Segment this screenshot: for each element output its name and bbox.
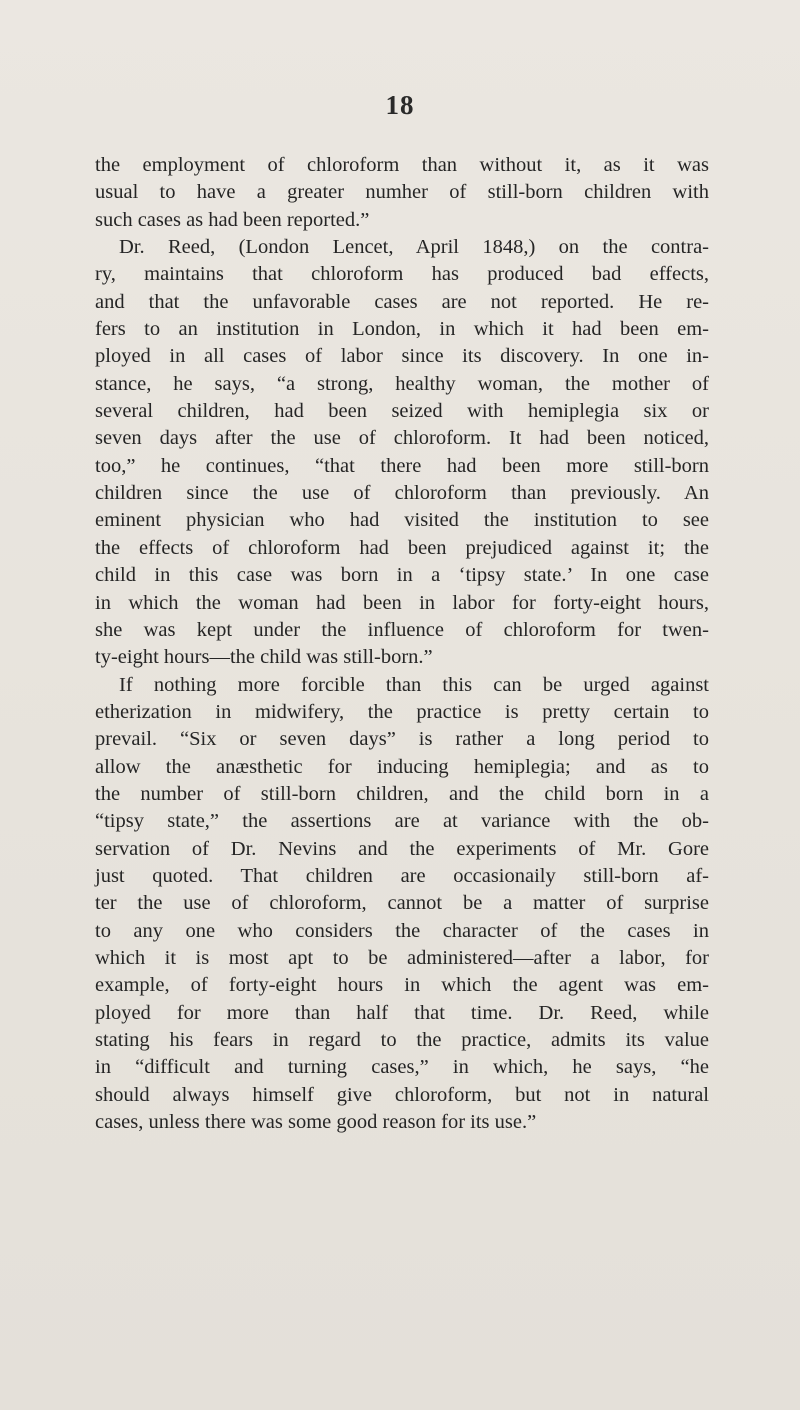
text-line: to any one who considers the character of the cases in [95, 919, 709, 942]
text-line: just quoted. That children are occasionaily still-born af- [95, 864, 709, 887]
text-line: allow the anæsthetic for inducing hemiplegia; and as to [95, 755, 709, 778]
text-line: etherization in midwifery, the practice is pretty certain to [95, 700, 709, 723]
text-line: stance, he says, “a strong, healthy woman, the mother of [95, 372, 709, 395]
text-line: the effects of chloroform had been prejudiced against it; the [95, 536, 709, 559]
text-line: cases, unless there was some good reason for its use.” [95, 1111, 537, 1134]
text-line: children since the use of chloroform than previously. An [95, 482, 709, 505]
text-line: If nothing more forcible than this can be urged against [119, 673, 709, 696]
text-line: ployed for more than half that time. Dr. Reed, while [95, 1001, 709, 1024]
text-line: should always himself give chloroform, but not in natural [95, 1083, 709, 1106]
text-line: ry, maintains that chloroform has produced bad effects, [95, 263, 709, 286]
text-line: usual to have a greater numher of still-born children with [95, 181, 709, 204]
text-line: the employment of chloroform than without it, as it was [95, 154, 709, 176]
text-line: stating his fears in regard to the practice, admits its value [95, 1029, 709, 1051]
text-line: seven days after the use of chloroform. It had been noticed, [95, 427, 709, 450]
text-line: such cases as had been reported.” [95, 208, 370, 231]
text-line: too,” he continues, “that there had been more still-born [95, 454, 709, 477]
text-line: ployed in all cases of labor since its discovery. In one in- [95, 345, 709, 368]
text-line: child in this case was born in a ‘tipsy state.’ In one case [95, 564, 709, 587]
body-text [95, 152, 709, 1136]
text-line: “tipsy state,” the assertions are at variance with the ob- [95, 810, 709, 833]
text-line: she was kept under the influence of chloroform for twen- [95, 618, 709, 641]
text-line: ter the use of chloroform, cannot be a matter of surprise [95, 892, 709, 915]
text-line: in which the woman had been in labor for forty-eight hours, [95, 591, 709, 614]
text-line: fers to an institution in London, in which it had been em- [95, 318, 709, 341]
text-line: Dr. Reed, (London Lencet, April 1848,) on the contra- [119, 236, 709, 259]
text-line: several children, had been seized with hemiplegia six or [95, 400, 709, 423]
text-line: and that the unfavorable cases are not reported. He re- [95, 290, 709, 313]
text-line: in “difficult and turning cases,” in which, he says, “he [95, 1056, 709, 1079]
text-line: prevail. “Six or seven days” is rather a long period to [95, 728, 709, 751]
page-number: 18 [385, 90, 415, 120]
text-line: ty-eight hours—the child was still-born.” [95, 646, 433, 669]
text-line: eminent physician who had visited the institution to see [95, 509, 709, 532]
text-line: example, of forty-eight hours in which the agent was em- [95, 974, 709, 997]
text-line: the number of still-born children, and the child born in a [95, 782, 709, 805]
text-line: which it is most apt to be administered—after a labor, for [95, 946, 709, 969]
text-line: servation of Dr. Nevins and the experiments of Mr. Gore [95, 837, 709, 860]
